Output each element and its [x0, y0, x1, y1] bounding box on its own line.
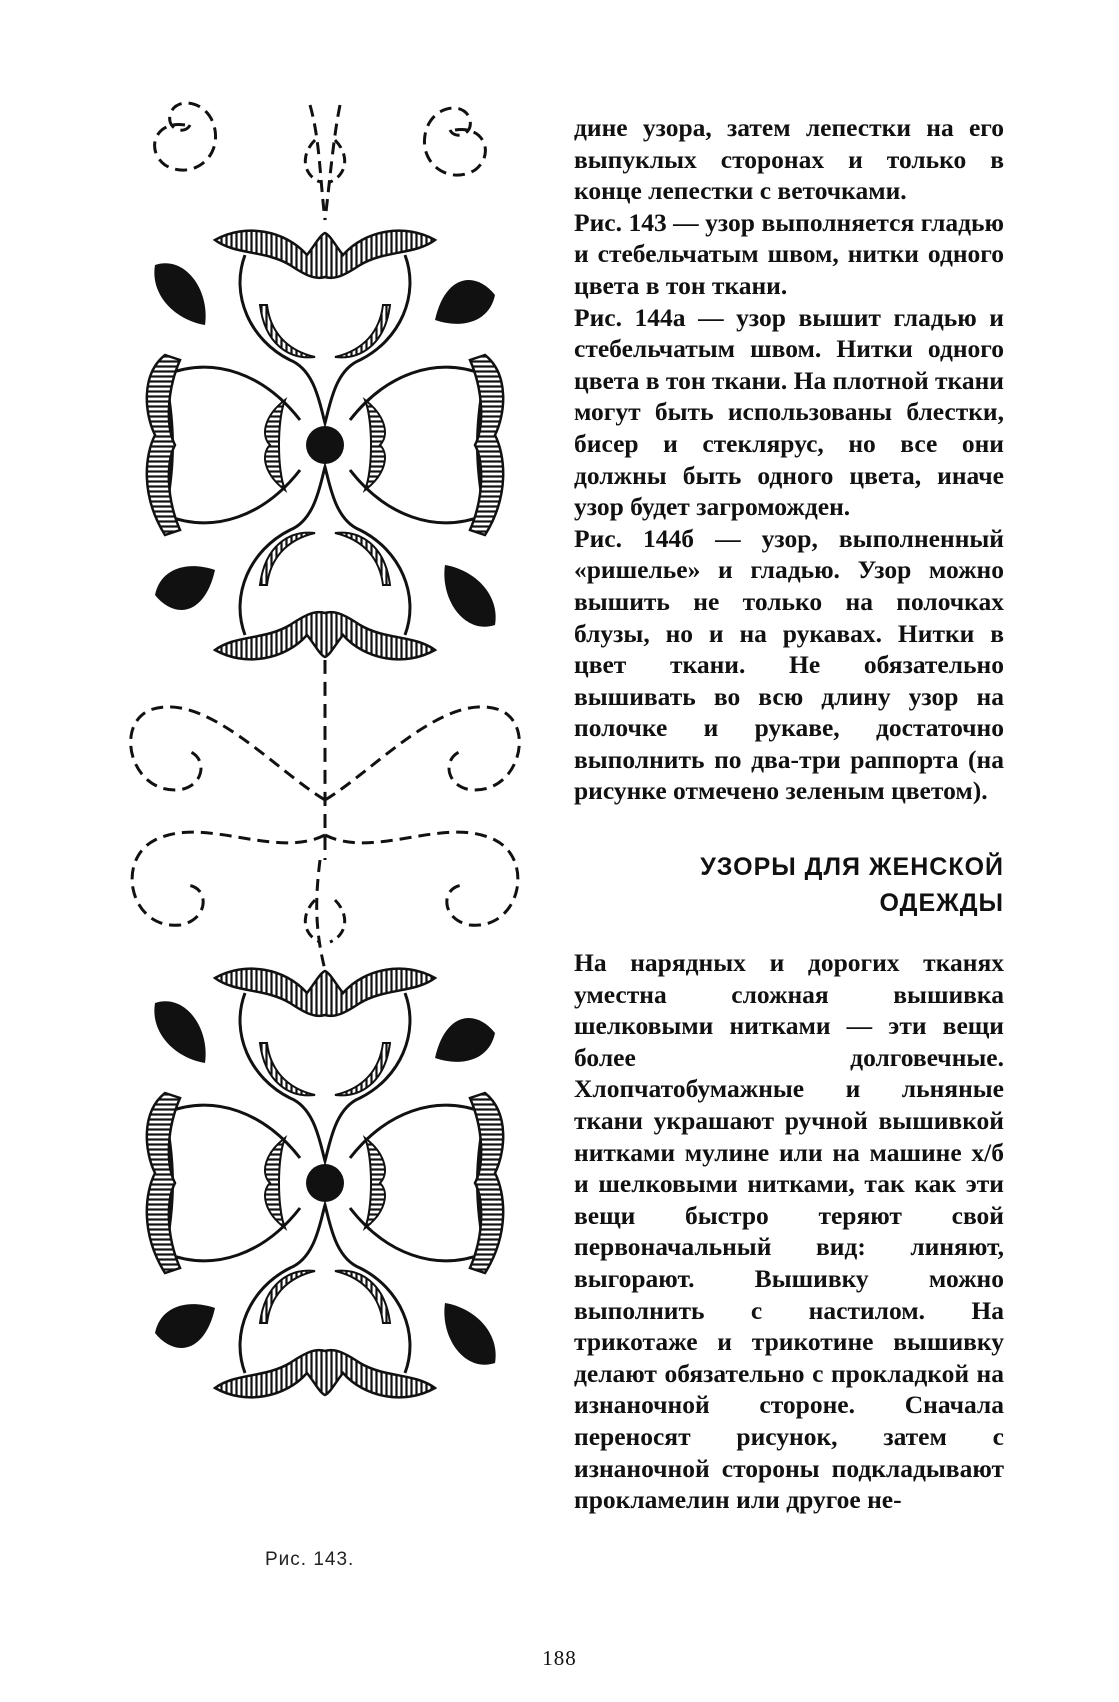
- paragraph-4: Рис. 144б — узор, выполненный «ришелье» и гладью. Узор можно вышить не только на полочках блузы, но и на рукавах. Нитки в цвет ткани. Не обязательно вышивать во всю длину узор на полочке и рукаве, достаточно выполнить по два-три раппорта (на рисунке отмечено зеленым цветом).: [574, 523, 1004, 806]
- paragraph-2: Рис. 143 — узор выполняется гладью и стебельчатым швом, нитки одного цвета в тон ткани.: [574, 207, 1004, 300]
- page-number: 188: [542, 1646, 577, 1670]
- section-paragraph: На нарядных и дорогих тканях уместна сложная вышивка шелковыми нитками — эти вещи более долговечные. Хлопчатобумажные и льняные ткани украшают ручной вышивкой нитками мулине или на машине х/б и шелковыми нитками, так как эти вещи быстро теряют свой первоначальный вид: линяют, выгорают. Вышивку можно выполнить с настилом. На трикотаже и трикотине вышивку делают обязательно с прокладкой на изнаночной стороне. Сначала переносят рисунок, затем с изнаночной стороны подкладывают прокламелин или другое не-: [574, 948, 1004, 1515]
- paragraph-1: дине узора, затем лепестки на его выпуклых сторонах и только в конце лепестки с веточками.: [574, 113, 1004, 206]
- main-text-column: [574, 112, 1004, 1516]
- section-heading: [574, 849, 1004, 921]
- section-heading-line-2: ОДЕЖДЫ: [879, 889, 1004, 918]
- embroidery-pattern-figure: [125, 100, 565, 1580]
- embroidery-pattern-drawing: [125, 100, 565, 1580]
- paragraph-3: Рис. 144а — узор вышит гладью и стебельчатым швом. Нитки одного цвета в тон ткани. На плотной ткани могут быть использованы блестки, бисер и стеклярус, но все они должны быть одного цвета, иначе узор будет загроможден.: [574, 302, 1004, 522]
- figure-caption: Рис. 143.: [265, 1549, 355, 1570]
- section-heading-line-1: УЗОРЫ ДЛЯ ЖЕНСКОЙ: [700, 853, 1004, 882]
